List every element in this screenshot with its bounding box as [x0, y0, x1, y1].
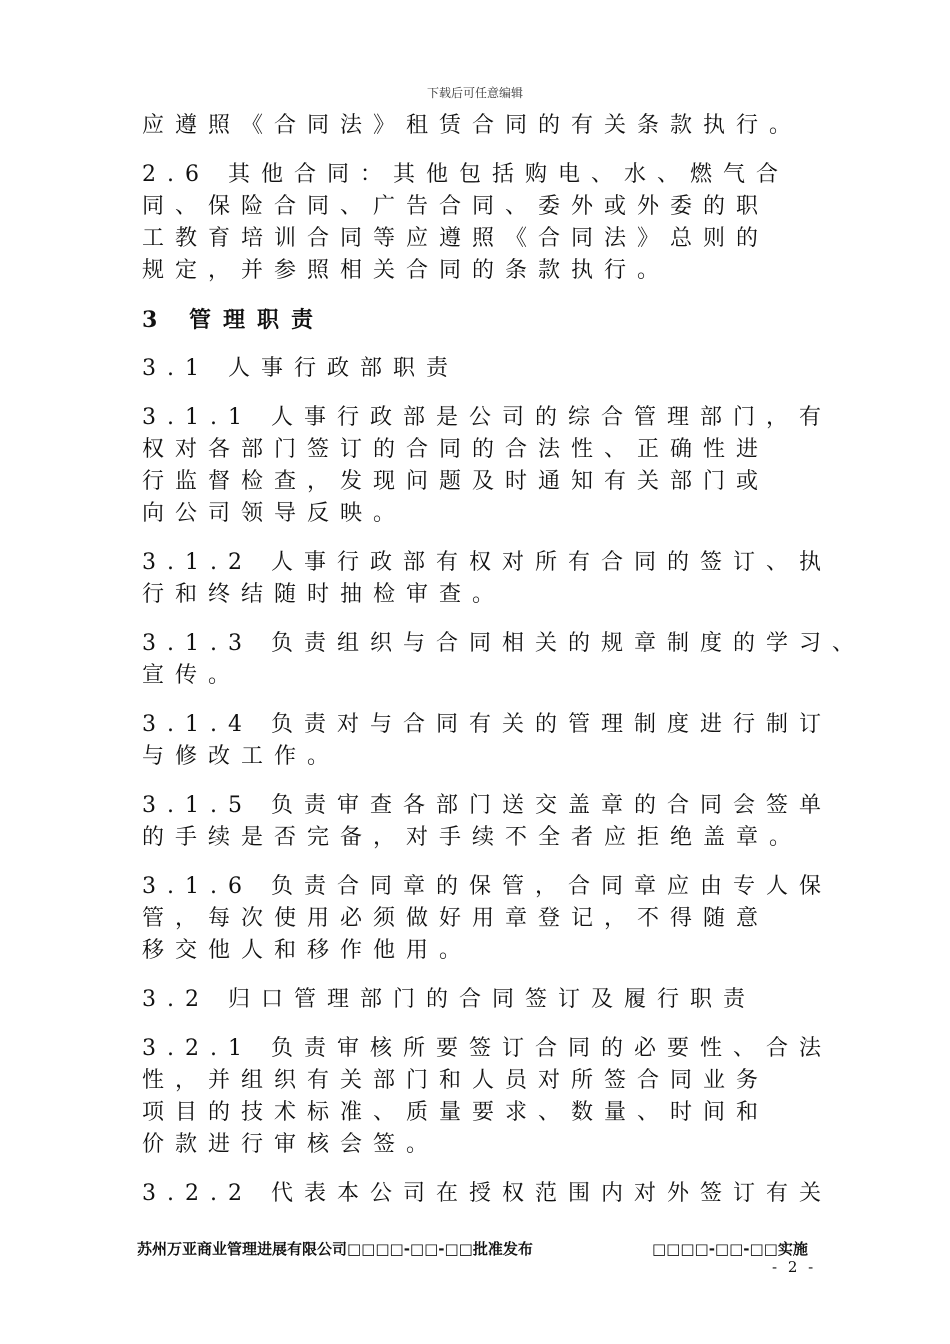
text-line: 管，每次使用必须做好用章登记，不得随意 [142, 906, 770, 931]
subsection-heading [142, 353, 832, 385]
text-line: 应遵照《合同法》租赁合同的有关条款执行。 [142, 113, 803, 138]
paragraph [142, 1033, 832, 1161]
paragraph [142, 1178, 832, 1210]
text-line: 行监督检查，发现问题及时通知有关部门或 [142, 469, 770, 494]
paragraph [142, 709, 832, 773]
paragraph [142, 547, 832, 611]
text-line: 3.2 归口管理部门的合同签订及履行职责 [142, 987, 756, 1012]
text-line: 3.1.1 人事行政部是公司的综合管理部门，有 [142, 405, 832, 430]
text-line: 的手续是否完备，对手续不全者应拒绝盖章。 [142, 825, 803, 850]
paragraph [142, 871, 832, 967]
text-line: 3 管理职责 [142, 307, 325, 333]
text-line: 宣传。 [142, 663, 242, 688]
footer-effective-date: □□□□-□□-□□实施 [652, 1240, 808, 1258]
text-line: 性，并组织有关部门和人员对所签合同业务 [142, 1068, 770, 1093]
paragraph [142, 159, 832, 287]
text-line: 3.1.2 人事行政部有权对所有合同的签订、执 [142, 550, 832, 575]
paragraph [142, 628, 865, 692]
text-line: 3.2.2 代表本公司在授权范围内对外签订有关 [142, 1181, 832, 1206]
page-number: - 2 - [772, 1258, 817, 1276]
text-line: 同、保险合同、广告合同、委外或外委的职 [142, 194, 770, 219]
footer-issuer: 苏州万亚商业管理进展有限公司□□□□-□□-□□批准发布 [137, 1240, 533, 1258]
paragraph [142, 790, 832, 854]
text-line: 3.1.5 负责审查各部门送交盖章的合同会签单 [142, 793, 832, 818]
text-line: 向公司领导反映。 [142, 501, 407, 526]
document-body [142, 110, 865, 1227]
text-line: 3.1.4 负责对与合同有关的管理制度进行制订 [142, 712, 832, 737]
section-heading [142, 304, 832, 336]
text-line: 2.6 其他合同：其他包括购电、水、燃气合 [142, 162, 789, 187]
paragraph [142, 110, 832, 142]
text-line: 项目的技术标准、质量要求、数量、时间和 [142, 1100, 770, 1125]
text-line: 工教育培训合同等应遵照《合同法》总则的 [142, 226, 770, 251]
text-line: 权对各部门签订的合同的合法性、正确性进 [142, 437, 770, 462]
text-line: 3.1.6 负责合同章的保管，合同章应由专人保 [142, 874, 832, 899]
text-line: 移交他人和移作他用。 [142, 938, 473, 963]
text-line: 3.2.1 负责审核所要签订合同的必要性、合法 [142, 1036, 832, 1061]
text-line: 行和终结随时抽检审查。 [142, 582, 506, 607]
text-line: 3.1 人事行政部职责 [142, 356, 459, 381]
text-line: 价款进行审核会签。 [142, 1132, 440, 1157]
text-line: 与修改工作。 [142, 744, 341, 769]
subsection-heading [142, 984, 832, 1016]
header-note: 下载后可任意编辑 [426, 86, 523, 100]
text-line: 3.1.3 负责组织与合同相关的规章制度的学习、 [142, 631, 865, 656]
paragraph [142, 402, 832, 530]
text-line: 规定，并参照相关合同的条款执行。 [142, 258, 671, 283]
